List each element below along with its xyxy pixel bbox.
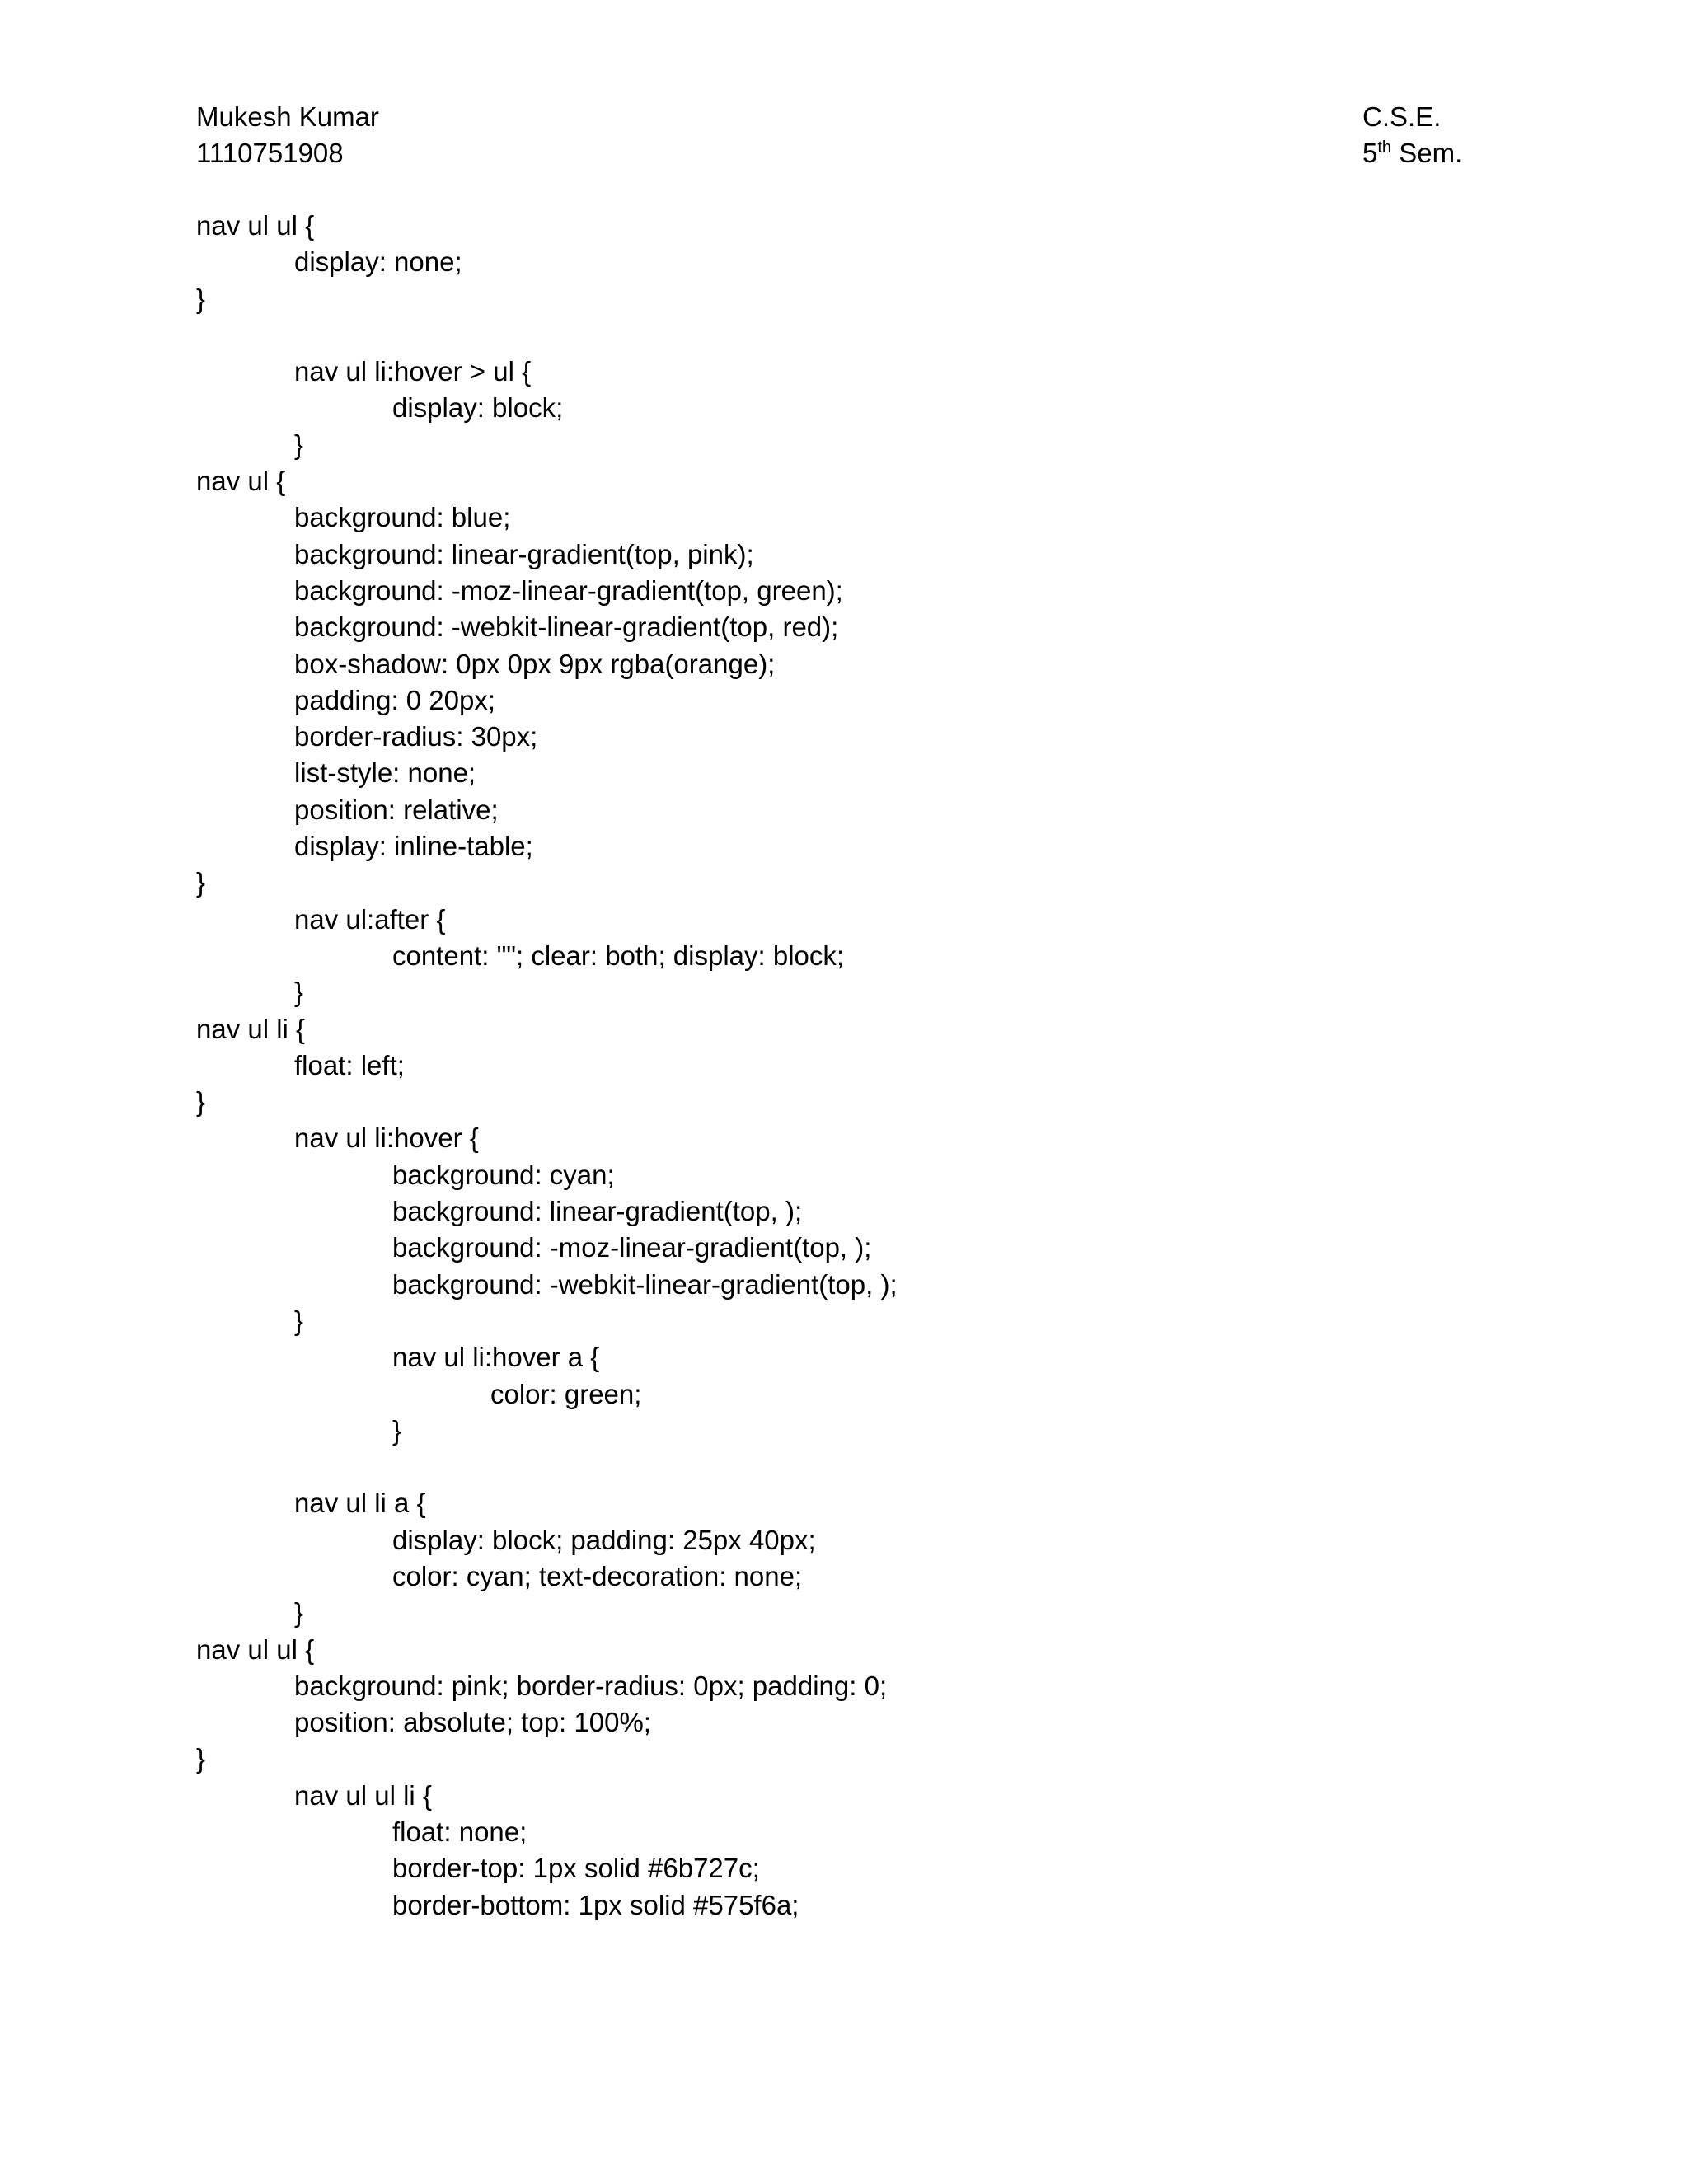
code-line: display: block; padding: 25px 40px; [392,1524,816,1555]
code-line: border-radius: 30px; [294,721,538,752]
student-info [196,99,379,171]
code-line [196,317,1597,354]
code-line: background: linear-gradient(top, pink); [294,538,754,569]
code-line: background: pink; border-radius: 0px; padding: 0; [294,1670,888,1701]
code-line: float: none; [392,1816,528,1848]
code-line: color: green; [490,1378,642,1409]
code-line: background: -webkit-linear-gradient(top, ); [392,1268,898,1300]
code-line: display: block; [392,392,564,424]
code-line: border-bottom: 1px solid #575f6a; [392,1889,799,1920]
code-line: nav ul li:hover a { [392,1342,600,1373]
code-line: } [294,1305,304,1336]
code-line: } [294,429,304,460]
code-line: border-top: 1px solid #6b727c; [392,1853,760,1884]
semester-label: Sem. [1391,138,1463,168]
code-line: list-style: none; [294,757,476,789]
code-line: background: linear-gradient(top, ); [392,1196,803,1227]
code-line: background: -webkit-linear-gradient(top, red); [294,612,839,643]
code-line: background: blue; [294,502,511,533]
code-line: nav ul { [196,466,286,497]
code-line: } [196,1743,206,1774]
code-line: nav ul li:hover > ul { [294,356,532,387]
code-line: content: ""; clear: both; display: block; [392,940,845,971]
code-line: nav ul ul li { [294,1779,432,1811]
code-line: float: left; [294,1049,405,1080]
roll-number: 1110751908 [196,138,344,168]
code-line: } [392,1414,402,1446]
code-line: nav ul:after { [294,903,446,935]
code-line: background: cyan; [392,1159,615,1190]
course-info [1362,99,1462,171]
code-line [196,1449,1597,1485]
semester-number: 5 [1362,138,1378,168]
code-line: } [196,283,206,314]
code-line: position: relative; [294,794,499,825]
student-name: Mukesh Kumar [196,101,379,132]
semester [1362,135,1462,171]
code-line: nav ul li { [196,1013,306,1044]
code-line: nav ul li a { [294,1488,426,1519]
code-line: } [196,867,206,898]
semester-suffix: th [1377,138,1392,157]
code-line: nav ul ul { [196,210,315,241]
code-line: nav ul li:hover { [294,1122,479,1154]
code-line: } [294,1597,304,1629]
code-line: nav ul ul { [196,1633,315,1665]
code-line: display: inline-table; [294,831,533,862]
code-line: display: none; [294,246,462,278]
code-line: position: absolute; top: 100%; [294,1707,651,1738]
department: C.S.E. [1362,101,1442,132]
code-line: box-shadow: 0px 0px 9px rgba(orange); [294,648,776,679]
code-line: background: -moz-linear-gradient(top, green); [294,574,843,606]
css-code-listing [196,208,1597,1924]
code-line: padding: 0 20px; [294,684,496,715]
code-line: background: -moz-linear-gradient(top, ); [392,1232,872,1263]
code-line: } [294,977,304,1008]
code-line: color: cyan; text-decoration: none; [392,1560,803,1591]
code-line: } [196,1086,206,1118]
